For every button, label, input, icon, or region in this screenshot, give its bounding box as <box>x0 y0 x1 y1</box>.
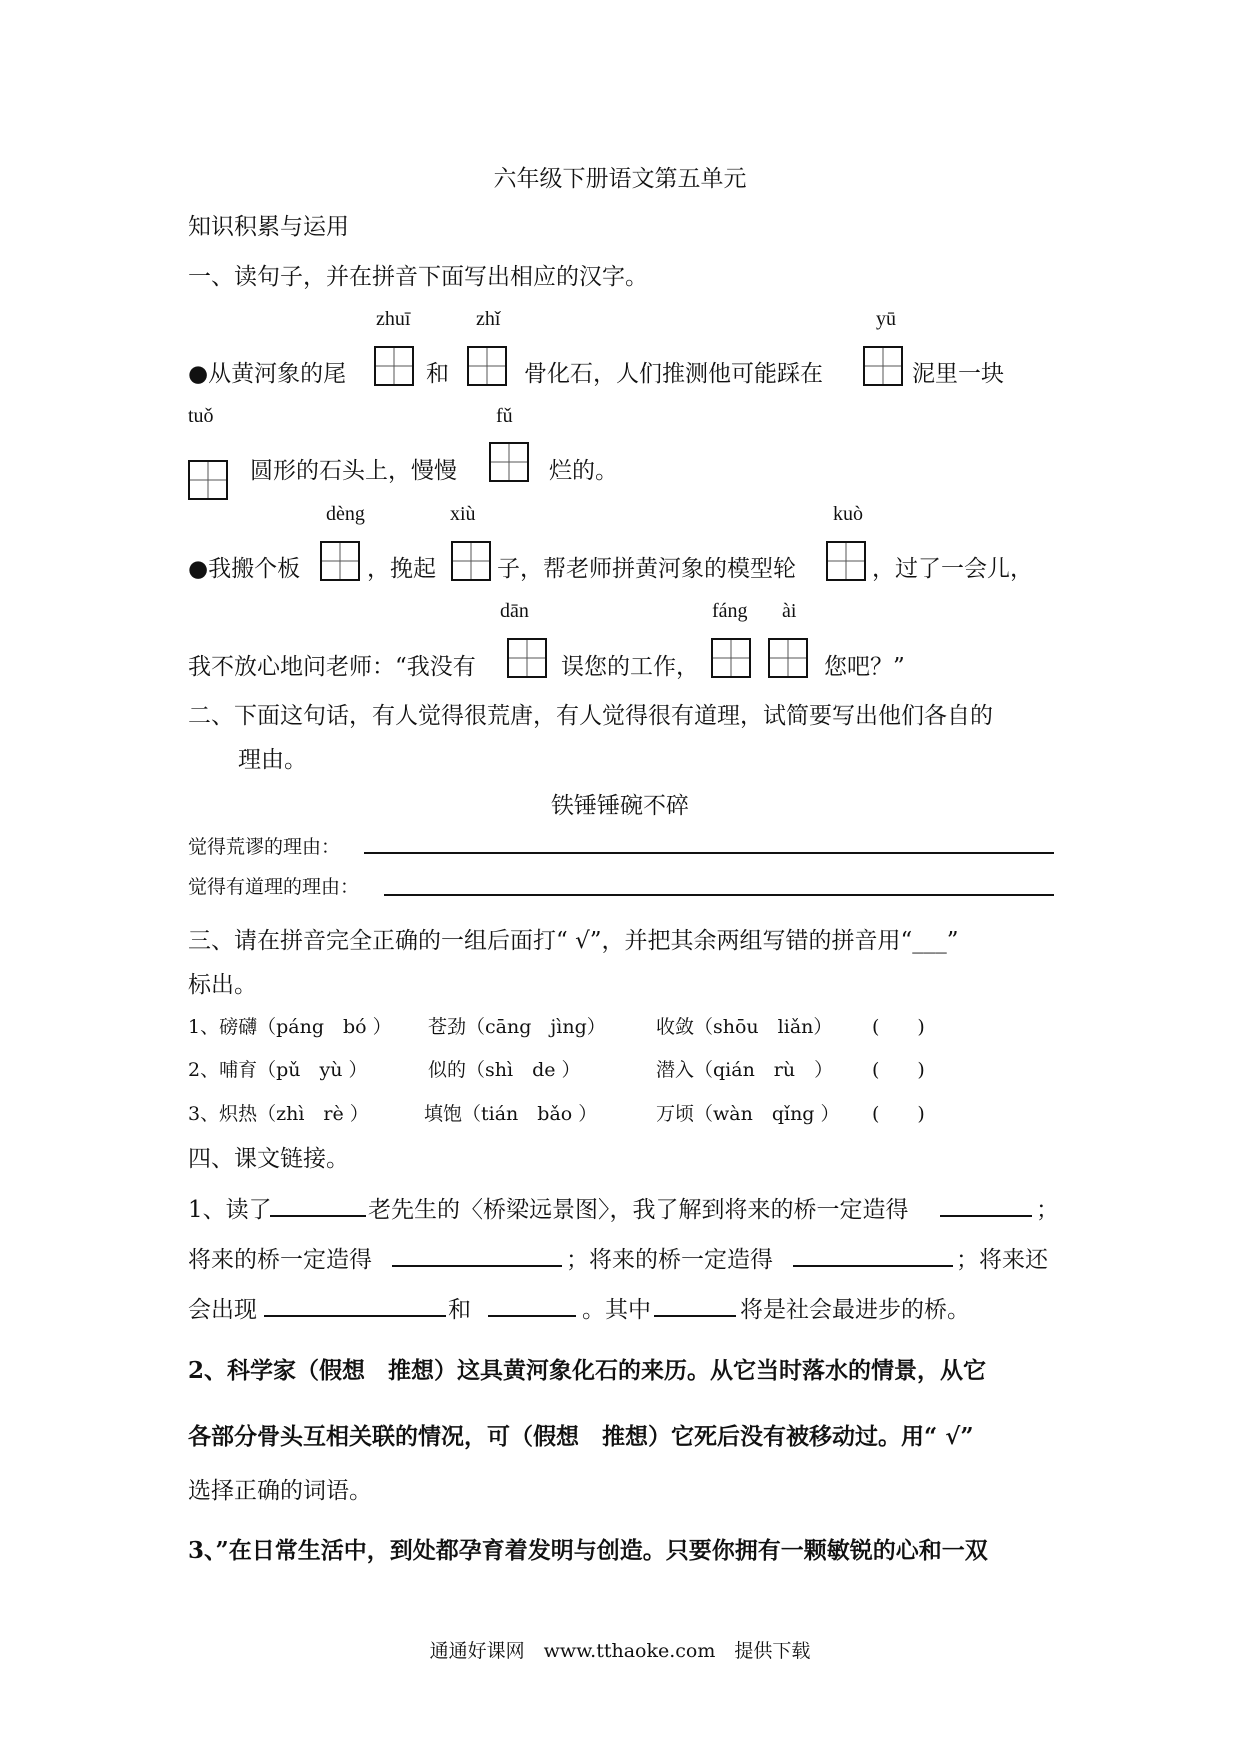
reason-absurd-line[interactable] <box>364 852 1054 854</box>
q1-line4-seg1: 我不放心地问老师：“我没有 <box>188 654 476 680</box>
q3-row2-b: 似的（shì de ） <box>428 1059 581 1081</box>
q3-row2-a: 2、哺育（pǔ yù ） <box>188 1059 368 1081</box>
q1-line3-seg2: ，挽起 <box>367 556 436 582</box>
q3-heading-line2: 标出。 <box>188 972 257 998</box>
pinyin-kuo: kuò <box>833 503 863 525</box>
answer-box-yu[interactable] <box>863 346 903 386</box>
q4-item1-p5: ；将来的桥一定造得 <box>566 1247 773 1273</box>
q3-row1-a: 1、磅礴（páng bó ） <box>188 1016 392 1038</box>
answer-box-deng[interactable] <box>320 541 360 581</box>
blank-bridge-3[interactable] <box>793 1265 953 1267</box>
q4-item1-p10: 将是社会最进步的桥。 <box>740 1297 970 1323</box>
answer-box-zhui[interactable] <box>374 346 414 386</box>
blank-bridge-1[interactable] <box>940 1215 1032 1217</box>
q1-line2-seg2: 烂的。 <box>549 458 618 484</box>
q1-line1-seg4: 泥里一块 <box>912 361 1004 387</box>
q3-row3-check[interactable]: ( ) <box>872 1103 925 1125</box>
reason-sensible-label: 觉得有道理的理由： <box>188 876 360 898</box>
blank-most-advanced[interactable] <box>654 1315 736 1317</box>
q3-row3-c: 万顷（wàn qǐng ） <box>656 1103 840 1125</box>
answer-box-fang[interactable] <box>711 638 751 678</box>
q3-row2-check[interactable]: ( ) <box>872 1059 925 1081</box>
q3-row3-b: 填饱（tián bǎo ） <box>424 1103 598 1125</box>
reason-absurd-label: 觉得荒谬的理由： <box>188 836 341 858</box>
q2-heading-line1: 二、下面这句话，有人觉得很荒唐，有人觉得很有道理，试简要写出他们各自的 <box>188 703 993 729</box>
q4-item2-line1: 2、科学家（假想 推想）这具黄河象化石的来历。从它当时落水的情景，从它 <box>188 1357 987 1384</box>
q4-item1-p9: 。其中 <box>582 1297 651 1323</box>
q4-item1-p7: 会出现 <box>188 1297 257 1323</box>
answer-box-xiu[interactable] <box>451 541 491 581</box>
page-title: 六年级下册语文第五单元 <box>493 166 747 192</box>
blank-future-2[interactable] <box>488 1315 576 1317</box>
q3-heading-line1: 三、请在拼音完全正确的一组后面打“ √”，并把其余两组写错的拼音用“___” <box>188 928 959 954</box>
pinyin-fu: fǔ <box>496 405 513 427</box>
section-header: 知识积累与运用 <box>188 214 349 240</box>
q1-line4-seg2: 误您的工作， <box>561 654 699 680</box>
page-footer: 通通好课网 www.tthaoke.com 提供下载 <box>429 1640 811 1662</box>
q4-heading: 四、课文链接。 <box>188 1146 349 1172</box>
pinyin-deng: dèng <box>326 503 365 525</box>
answer-box-tuo[interactable] <box>188 460 228 500</box>
pinyin-dan: dān <box>500 600 529 622</box>
q4-item2-line3: 选择正确的词语。 <box>188 1478 372 1504</box>
q4-item1-p6: ；将来还 <box>956 1247 1048 1273</box>
blank-author[interactable] <box>270 1215 366 1217</box>
q3-row1-c: 收敛（shōu liǎn） <box>656 1016 833 1038</box>
answer-box-fu[interactable] <box>489 442 529 482</box>
q1-line4-seg3: 您吧？” <box>824 654 905 680</box>
q4-item3-line1: 3、”在日常生活中，到处都孕育着发明与创造。只要你拥有一颗敏锐的心和一双 <box>188 1537 988 1564</box>
answer-box-kuo[interactable] <box>826 541 866 581</box>
pinyin-yu: yū <box>876 308 896 330</box>
q3-row3-a: 3、炽热（zhì rè ） <box>188 1103 369 1125</box>
q1-line1-seg2: 和 <box>426 361 449 387</box>
pinyin-zhui: zhuī <box>376 308 411 330</box>
pinyin-ai: ài <box>782 600 797 622</box>
q4-item2-line2: 各部分骨头互相关联的情况，可（假想 推想）它死后没有被移动过。用“ √” <box>188 1423 974 1450</box>
q1-line2-seg1: 圆形的石头上，慢慢 <box>250 458 457 484</box>
q4-item1-p4: 将来的桥一定造得 <box>188 1247 372 1273</box>
q3-row1-b: 苍劲（cāng jìng） <box>428 1016 606 1038</box>
pinyin-xiu: xiù <box>450 503 476 525</box>
q3-row1-check[interactable]: ( ) <box>872 1016 925 1038</box>
pinyin-tuo: tuǒ <box>188 405 214 427</box>
q4-item1-p1: 1、读了 <box>188 1197 272 1223</box>
q4-item1-p2: 老先生的〈桥梁远景图〉，我了解到将来的桥一定造得 <box>368 1197 909 1223</box>
q2-heading-line2: 理由。 <box>238 747 307 773</box>
answer-box-zhi[interactable] <box>467 346 507 386</box>
q4-item1-p8: 和 <box>448 1297 471 1323</box>
blank-future-1[interactable] <box>264 1315 446 1317</box>
blank-bridge-2[interactable] <box>392 1265 562 1267</box>
reason-sensible-line[interactable] <box>384 894 1054 896</box>
q1-line3-seg1: ●我搬个板 <box>188 556 301 582</box>
q1-line1-seg3: 骨化石，人们推测他可能踩在 <box>524 361 823 387</box>
q1-heading: 一、读句子，并在拼音下面写出相应的汉字。 <box>188 264 648 290</box>
q1-line3-seg3: 子，帮老师拼黄河象的模型轮 <box>497 556 796 582</box>
answer-box-ai[interactable] <box>768 638 808 678</box>
q4-item1-p3: ； <box>1036 1197 1059 1223</box>
q3-row2-c: 潜入（qián rù ） <box>656 1059 834 1081</box>
q1-line1-seg1: ●从黄河象的尾 <box>188 361 347 387</box>
q2-sentence: 铁锤锤碗不碎 <box>551 793 689 819</box>
pinyin-fang: fáng <box>712 600 748 622</box>
q1-line3-seg4: ，过了一会儿， <box>872 556 1033 582</box>
answer-box-dan[interactable] <box>507 638 547 678</box>
pinyin-zhi: zhǐ <box>476 308 501 330</box>
